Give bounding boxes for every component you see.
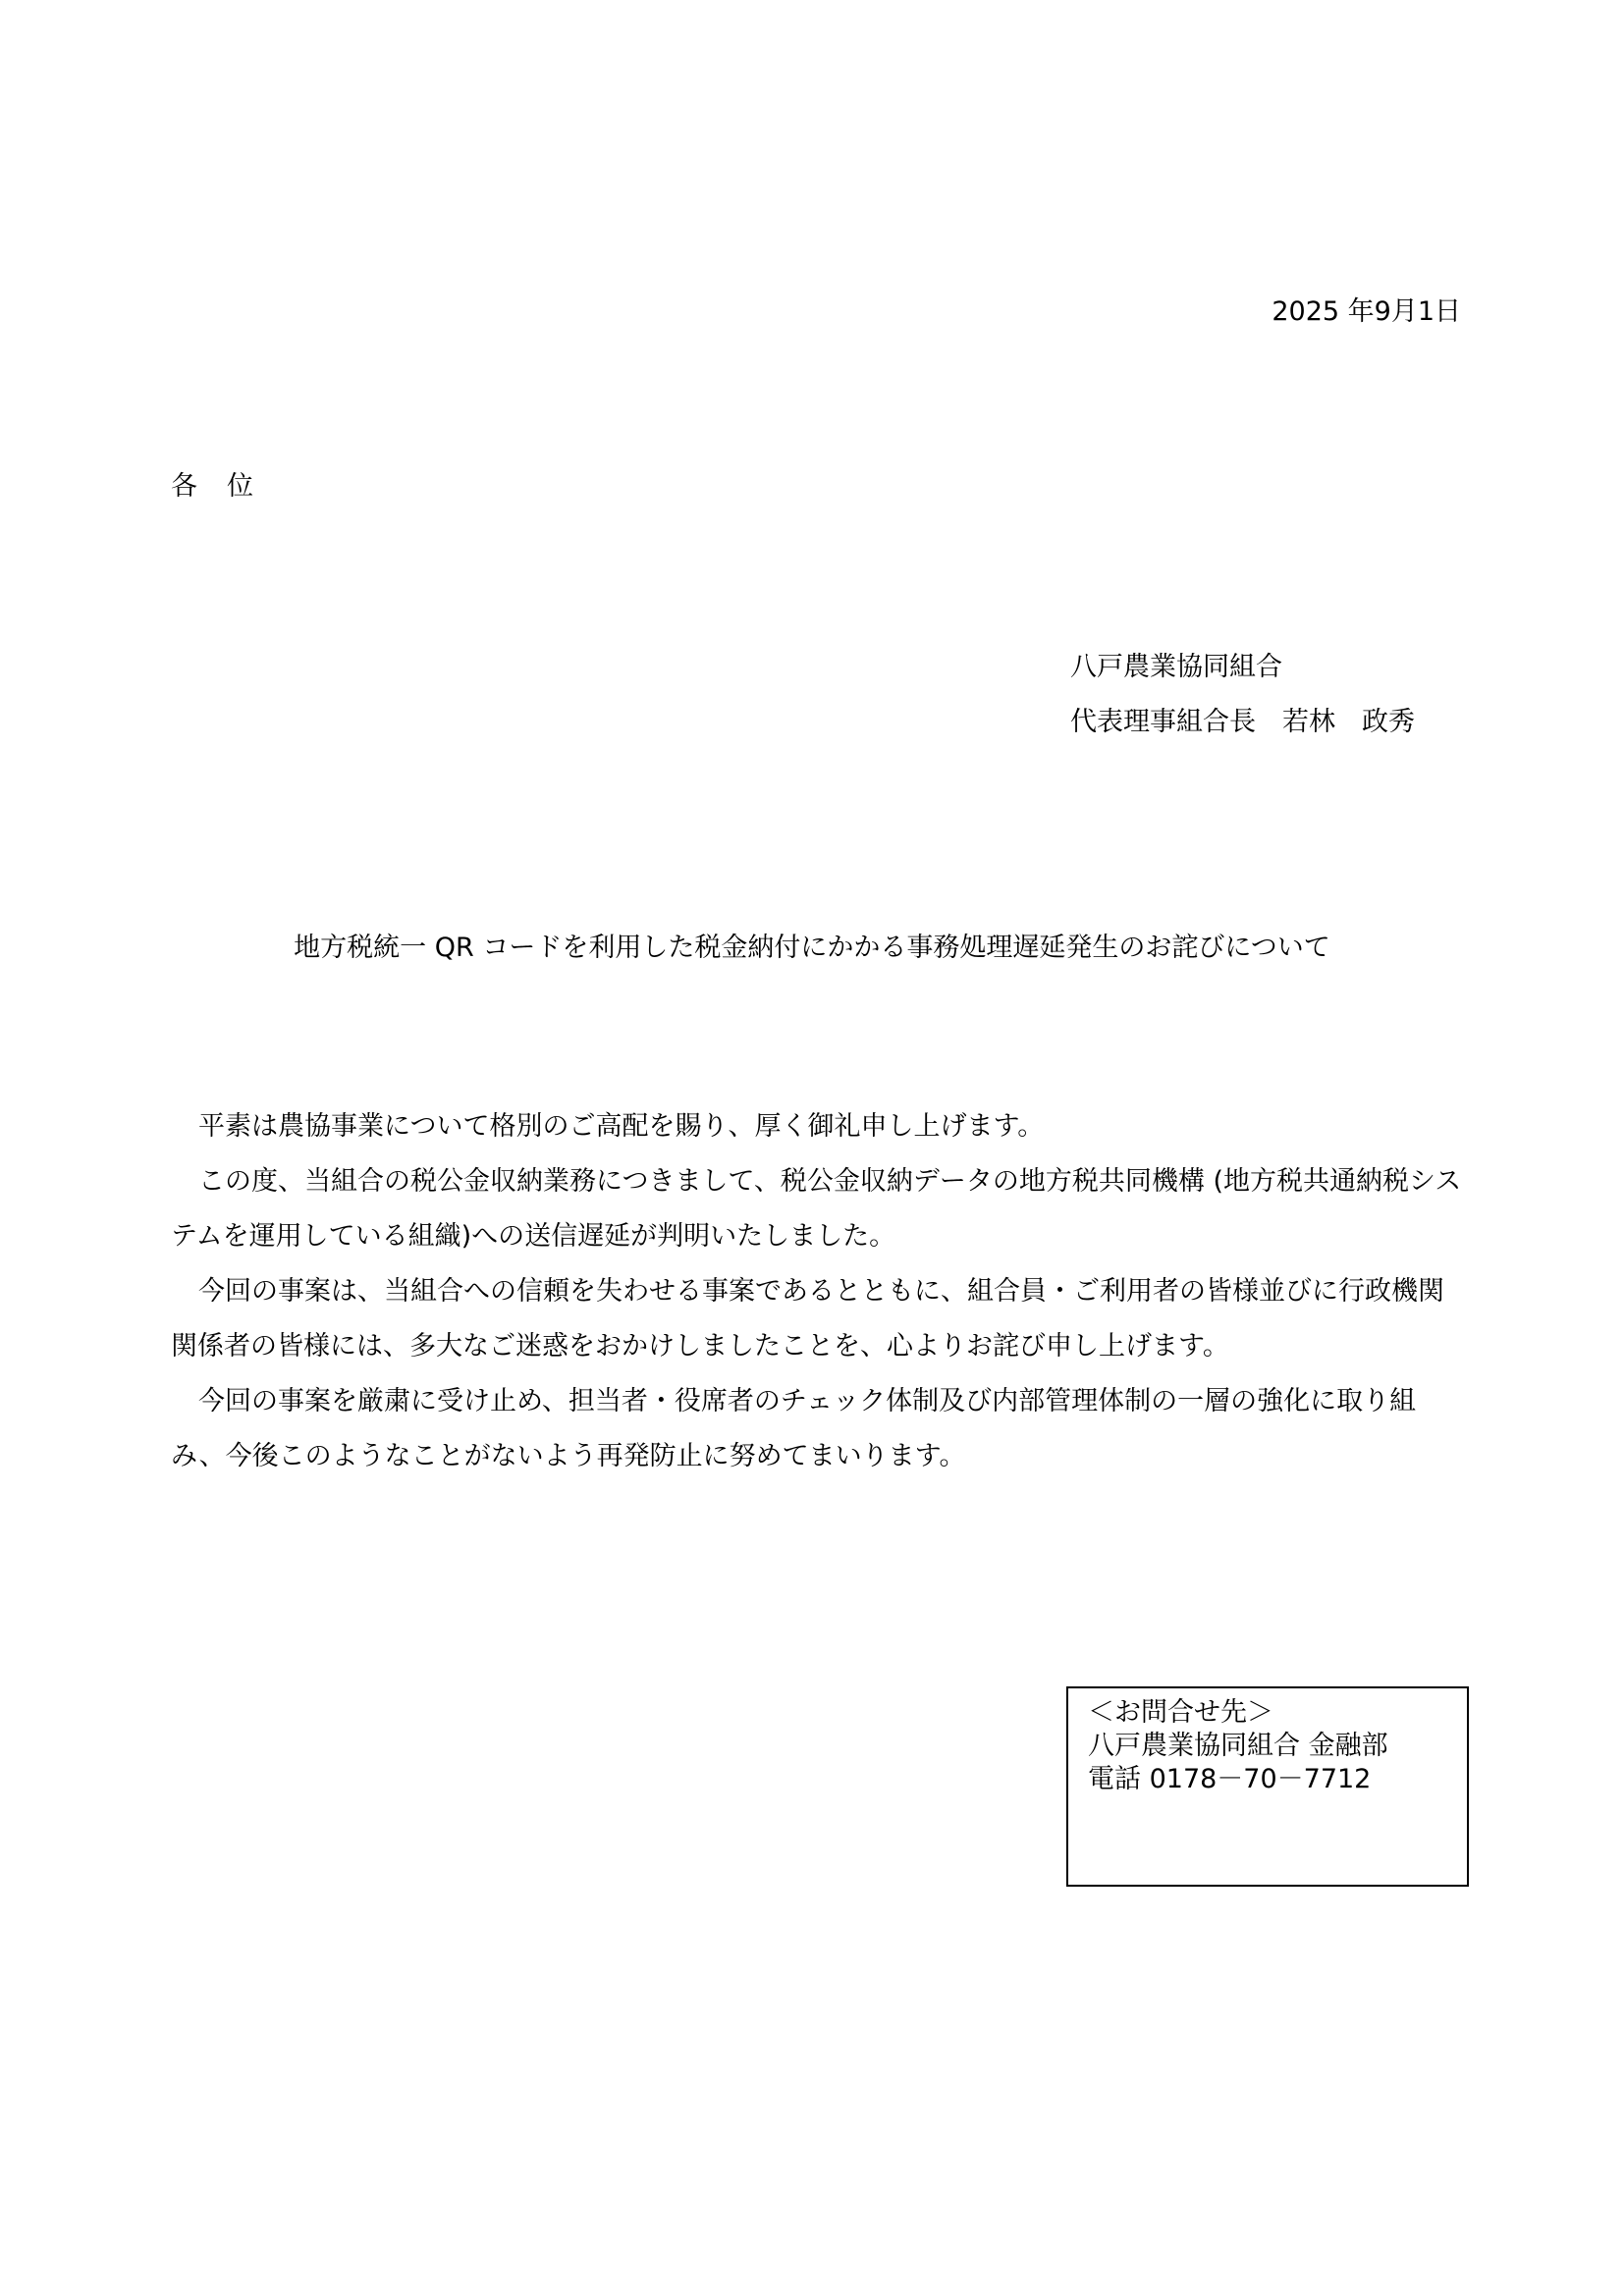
salutation: 各位	[171, 471, 283, 502]
body-paragraph: 今回の事案は、当組合への信頼を失わせる事案であるとともに、組合員・ご利用者の皆様並びに行政機関関係者の皆様には、多大なご迷惑をおかけしましたことを、心よりお詫び申し上げます。	[171, 1276, 1444, 1362]
body-paragraph: 今回の事案を厳粛に受け止め、担当者・役席者のチェック体制及び内部管理体制の一層の強化に取り組み、今後このようなことがないよう再発防止に努めてまいります。	[171, 1386, 1417, 1471]
body-paragraph: この度、当組合の税公金収納業務につきまして、税公金収納データの地方税共同機構 (地方税共通納税システムを運用している組織)への送信遅延が判明いたしました。	[171, 1166, 1462, 1252]
contact-phone: 電話 0178－70－7712	[1088, 1764, 1372, 1794]
letter-date: 2025 年9月1日	[1272, 296, 1461, 327]
sender-block	[1070, 640, 1415, 750]
contact-box	[1066, 1686, 1469, 1887]
body-paragraph: 平素は農協事業について格別のご高配を賜り、厚く御礼申し上げます。	[198, 1111, 1045, 1142]
sender-organization: 八戸農業協同組合	[1070, 652, 1282, 682]
contact-heading: ＜お問合せ先＞	[1088, 1697, 1273, 1728]
letter-body	[171, 1099, 1465, 1484]
contact-department: 八戸農業協同組合 金融部	[1088, 1731, 1388, 1761]
sender-representative: 代表理事組合長 若林 政秀	[1070, 707, 1415, 737]
letter-subject: 地方税統一 QR コードを利用した税金納付にかかる事務処理遅延発生のお詫びについて	[294, 933, 1330, 963]
